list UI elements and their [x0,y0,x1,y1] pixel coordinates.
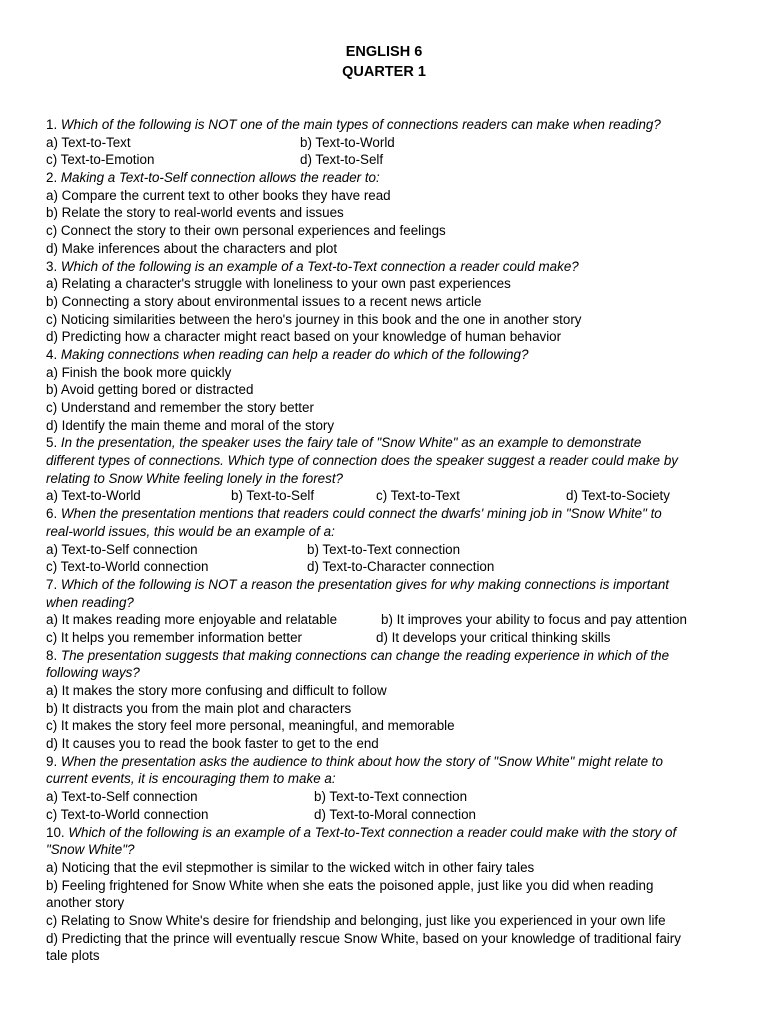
subject-title: ENGLISH 6 [345,44,423,60]
question-stem-line [46,824,736,842]
answer-option: c) Noticing similarities between the hero's journey in this book and the one in another story [46,311,582,327]
question-text: "Snow White"? [46,842,135,858]
question-stem-line [46,169,736,187]
question-stem-line [46,523,736,541]
question-stem-line [46,647,736,665]
question-number: 1. [46,117,58,132]
option-row [46,788,736,806]
option-row [46,151,736,169]
answer-option: d) Identify the main theme and moral of the story [46,417,335,433]
answer-option: d) Predicting how a character might react based on your knowledge of human behavior [46,329,562,345]
question-stem-line [46,470,736,488]
answer-option: d) Text-to-Society [566,488,670,504]
question-number: 9. [46,753,58,769]
question-list [46,116,736,965]
answer-option: b) Text-to-Self [231,488,315,504]
quarter-title: QUARTER 1 [342,64,426,80]
option-row [46,806,736,824]
question-number: 4. [46,346,58,362]
question-number: 2. [46,170,58,186]
answer-option: a) Noticing that the evil stepmother is similar to the wicked witch in other fairy tales [46,859,535,875]
option-row [46,487,736,505]
answer-option: a) Text-to-Text [46,134,131,150]
answer-option: d) Make inferences about the characters and plot [46,240,338,256]
question-stem-line [46,346,736,364]
answer-option: b) Text-to-Text connection [314,789,468,805]
answer-option: b) It distracts you from the main plot and characters [46,700,352,716]
answer-option: a) Finish the book more quickly [46,364,232,380]
question-stem-line [46,452,736,470]
option-row [46,629,736,647]
question-stem-line [46,258,736,276]
answer-option: d) Text-to-Character connection [307,559,495,575]
question-number: 8. [46,647,58,663]
question-text: Which of the following is an example of a Text-to-Text connection a reader could make? [60,258,579,274]
answer-option: b) Feeling frightened for Snow White when she eats the poisoned apple, just like you did when reading [46,877,654,893]
question-stem-line [46,594,736,612]
answer-option: a) Text-to-Self connection [46,789,198,805]
answer-option: c) Relating to Snow White's desire for friendship and belonging, just like you experienced in your own life [46,912,666,928]
question-text: In the presentation, the speaker uses the fairy tale of "Snow White" as an example to demonstrate [60,435,642,451]
question-text: Which of the following is NOT a reason the presentation gives for why making connections is important [60,576,669,592]
question-text: when reading? [46,594,134,610]
answer-option: d) Text-to-Self [300,152,384,168]
answer-option: b) Text-to-Text connection [307,541,461,557]
question-stem-line [46,770,736,788]
question-number: 3. [46,258,58,274]
answer-option: b) It improves your ability to focus and pay attention [381,612,687,628]
answer-option: b) Relate the story to real-world events and issues [46,205,344,221]
option-row [46,558,736,576]
answer-option: c) Text-to-World connection [46,559,209,575]
answer-option: d) It develops your critical thinking skills [376,629,611,645]
option-row [46,541,736,559]
question-text: real-world issues, this would be an example of a: [46,523,335,539]
question-number: 10. [46,824,65,840]
question-stem-line [46,753,736,771]
answer-option-continued: another story [46,895,125,911]
question-stem-line [46,434,736,452]
question-stem-line [46,664,736,682]
answer-option: a) Text-to-World [46,488,141,504]
answer-option-continued: tale plots [46,948,100,964]
question-number: 5. [46,435,58,451]
answer-option: a) Compare the current text to other books they have read [46,187,391,203]
question-text: Making a Text-to-Self connection allows the reader to: [60,170,380,186]
question-number: 7. [46,576,58,592]
question-stem-line [46,116,736,134]
question-text: following ways? [46,665,140,681]
answer-option: b) Text-to-World [300,134,395,150]
answer-option: a) Relating a character's struggle with loneliness to your own past experiences [46,276,511,292]
question-text: different types of connections. Which type of connection does the speaker suggest a reader could make by [46,453,678,469]
option-row [46,611,736,629]
answer-option: b) Avoid getting bored or distracted [46,382,254,398]
answer-option: c) Text-to-Text [376,488,460,504]
question-text: Which of the following is NOT one of the main types of connections readers can make when reading? [60,117,661,132]
question-text: Making connections when reading can help a reader do which of the following? [60,346,529,362]
question-stem-line [46,505,736,523]
answer-option: d) Text-to-Moral connection [314,806,477,822]
answer-option: d) Predicting that the prince will eventually rescue Snow White, based on your knowledge of traditional fairy [46,930,681,946]
question-text: When the presentation asks the audience to think about how the story of "Snow White" might relate to [60,753,663,769]
answer-option: b) Connecting a story about environmental issues to a recent news article [46,293,482,309]
answer-option: a) It makes reading more enjoyable and relatable [46,612,338,628]
question-text: current events, it is encouraging them to make a: [46,771,336,787]
answer-option: c) It helps you remember information better [46,629,303,645]
question-stem-line [46,841,736,859]
option-row [46,134,736,152]
question-text: The presentation suggests that making connections can change the reading experience in which of the [60,647,670,663]
answer-option: a) Text-to-Self connection [46,541,198,557]
answer-option: c) It makes the story feel more personal, meaningful, and memorable [46,718,455,734]
question-stem-line [46,576,736,594]
answer-option: c) Connect the story to their own personal experiences and feelings [46,223,446,239]
question-text: When the presentation mentions that readers could connect the dwarfs' mining job in "Snow White" to [60,506,662,522]
answer-option: c) Understand and remember the story better [46,400,314,415]
answer-option: c) Text-to-World connection [46,806,209,822]
answer-option: d) It causes you to read the book faster to get to the end [46,736,379,752]
question-number: 6. [46,506,58,522]
question-text: relating to Snow White feeling lonely in the forest? [46,470,343,486]
answer-option: a) It makes the story more confusing and difficult to follow [46,683,387,698]
question-text: Which of the following is an example of a Text-to-Text connection a reader could make with the story of [68,824,677,840]
answer-option: c) Text-to-Emotion [46,152,155,168]
